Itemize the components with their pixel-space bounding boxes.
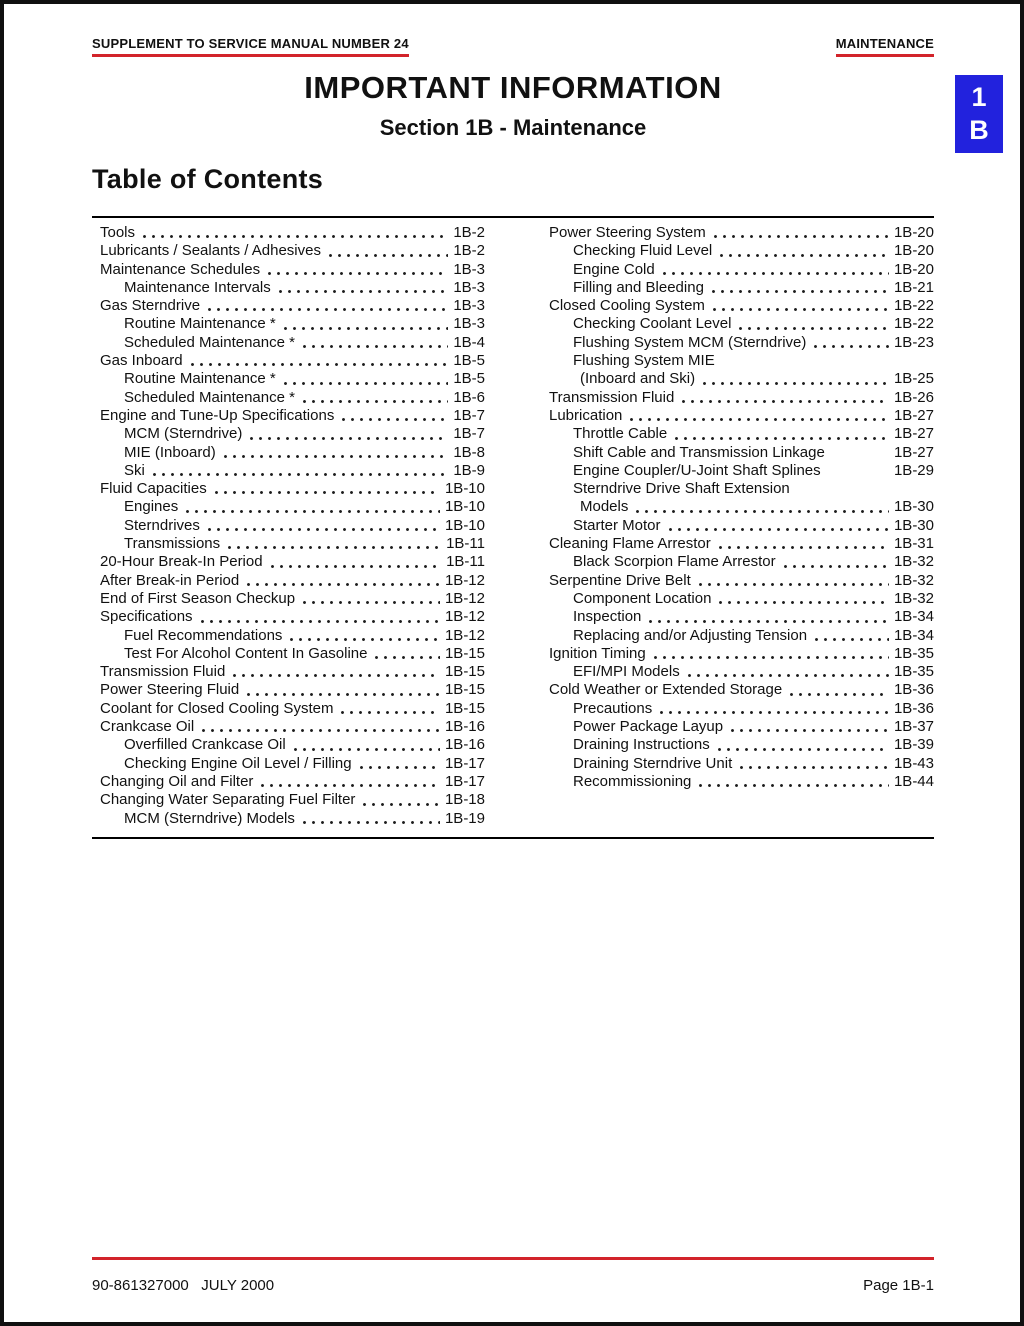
toc-leader-dots: [212, 480, 440, 498]
toc-entry-page: 1B-39: [893, 736, 934, 754]
toc-entry-title: Lubrication: [549, 406, 623, 424]
toc-entry-title: EFI/MPI Models: [573, 663, 680, 681]
toc-leader-dots: [696, 572, 889, 590]
toc-entry-title: Crankcase Oil: [100, 718, 195, 736]
toc-leader-dots: [657, 700, 889, 718]
toc-entry-title: Checking Coolant Level: [573, 315, 732, 333]
toc-leader-dots: [300, 590, 440, 608]
toc-leader-dots: [205, 517, 440, 535]
toc-entry: [100, 297, 485, 315]
toc-entry: [100, 352, 485, 370]
toc-entry-page: 1B-23: [893, 333, 934, 351]
toc-leader-dots: [265, 261, 448, 279]
toc-leader-dots: [326, 242, 448, 260]
toc-leader-dots: [258, 773, 440, 791]
toc-entry-page: 1B-5: [453, 370, 485, 388]
toc-entry: [549, 425, 934, 443]
toc-entry-page: 1B-26: [893, 388, 934, 406]
toc-heading: Table of Contents: [92, 164, 324, 194]
toc-entry-page: 1B-32: [893, 589, 934, 607]
toc-entry-page: 1B-12: [444, 571, 485, 589]
page-footer: [92, 1257, 934, 1294]
toc-entry-page: 1B-29: [893, 461, 934, 479]
toc-entry-title: Routine Maintenance *: [124, 315, 276, 333]
toc-entry: [100, 261, 485, 279]
toc-entry: [100, 517, 485, 535]
toc-leader-dots: [188, 352, 449, 370]
toc-entry-title: Fuel Recommendations: [124, 626, 283, 644]
toc-leader-dots: [633, 498, 889, 516]
toc-leader-dots: [728, 718, 889, 736]
toc-entry-title: Sterndrives: [124, 516, 200, 534]
toc-entry-page: 1B-27: [893, 443, 934, 461]
toc-entry: [549, 590, 934, 608]
toc-entry: [549, 535, 934, 553]
page-title: IMPORTANT INFORMATION: [304, 70, 722, 105]
toc-leader-dots: [360, 791, 440, 809]
toc-entry: [100, 572, 485, 590]
toc-entry-page: 1B-4: [453, 333, 485, 351]
toc-entry-page: 1B-11: [446, 535, 485, 553]
toc-entry-page: 1B-15: [444, 681, 485, 699]
toc-entry-page: 1B-9: [453, 461, 485, 479]
toc-entry-title: Engine and Tune-Up Specifications: [100, 406, 335, 424]
toc-entry-title: Ignition Timing: [549, 644, 646, 662]
toc-entry-title: Fluid Capacities: [100, 480, 207, 498]
toc-entry: [100, 444, 485, 462]
toc-entry-page: 1B-20: [893, 224, 934, 241]
toc-entry-page: 1B-15: [444, 663, 485, 681]
toc-entry-page: 1B-25: [893, 370, 934, 388]
toc-leader-dots: [221, 444, 449, 462]
toc-entry: [100, 224, 485, 242]
section-tab-number: 1: [971, 82, 987, 112]
toc-entry-page: 1B-35: [893, 644, 934, 662]
toc-entry-title: Black Scorpion Flame Arrestor: [573, 553, 776, 571]
toc-entry-page: 1B-30: [893, 516, 934, 534]
toc-entry-title: (Inboard and Ski): [580, 370, 696, 388]
toc-leader-dots: [696, 773, 889, 791]
toc-entry: [100, 425, 485, 443]
toc-entry-page: 1B-19: [444, 809, 485, 827]
toc-entry: [549, 462, 934, 480]
section-tab-letter: B: [969, 115, 989, 145]
toc-entry-page: 1B-32: [893, 553, 934, 571]
toc-entry-title: Shift Cable and Transmission Linkage: [573, 443, 825, 461]
toc-entry-title: Serpentine Drive Belt: [549, 571, 691, 589]
toc-leader-dots: [300, 810, 440, 828]
toc-entry-page: 1B-3: [453, 315, 485, 333]
toc-entry: [100, 242, 485, 260]
toc-entry-title: Scheduled Maintenance *: [124, 388, 295, 406]
toc-entry-page: 1B-17: [444, 772, 485, 790]
toc-entry: [549, 370, 934, 388]
toc-leader-dots: [291, 736, 440, 754]
toc-entry-page: 1B-8: [453, 443, 485, 461]
toc-entry-title: Gas Inboard: [100, 352, 183, 370]
toc-leader-dots: [230, 663, 440, 681]
toc-entry-title: Power Steering System: [549, 224, 706, 241]
toc-entry-title: Power Package Layup: [573, 718, 724, 736]
toc-entry-title: Routine Maintenance *: [124, 370, 276, 388]
toc-entry: [100, 553, 485, 571]
toc-entry-page: 1B-2: [453, 242, 485, 260]
toc-entry-page: 1B-18: [444, 791, 485, 809]
toc-leader-dots: [685, 663, 889, 681]
toc-entry-title: Transmissions: [124, 535, 221, 553]
toc-entry-page: 1B-10: [444, 498, 485, 516]
toc-entry: [549, 242, 934, 260]
toc-entry-page: 1B-36: [893, 699, 934, 717]
toc-entry: [549, 444, 934, 462]
toc-entry-title: Checking Engine Oil Level / Filling: [124, 754, 352, 772]
toc-entry-page: 1B-16: [444, 736, 485, 754]
toc-entry: [549, 736, 934, 754]
toc-entry: [549, 608, 934, 626]
toc-leader-dots: [710, 297, 889, 315]
toc-entry: [100, 645, 485, 663]
toc-entry-page: 1B-7: [453, 406, 485, 424]
toc-entry-title: Maintenance Intervals: [124, 278, 271, 296]
toc-leader-dots: [812, 627, 889, 645]
toc-leader-dots: [199, 718, 440, 736]
toc-entry: [100, 407, 485, 425]
toc-entry: [100, 627, 485, 645]
running-head-left: SUPPLEMENT TO SERVICE MANUAL NUMBER 24: [92, 36, 409, 57]
toc-entry: [549, 261, 934, 279]
footer-doc-number: 90-861327000 JULY 2000: [92, 1277, 275, 1294]
toc-leader-dots: [700, 370, 889, 388]
toc-entry: [100, 755, 485, 773]
toc-entry: [100, 791, 485, 809]
toc-leader-dots: [357, 755, 440, 773]
toc-leader-dots: [736, 315, 889, 333]
toc-leader-dots: [716, 590, 889, 608]
toc-leader-dots: [225, 535, 441, 553]
toc-entry: [549, 297, 934, 315]
toc-entry: [549, 572, 934, 590]
toc-entry-page: 1B-20: [893, 260, 934, 278]
toc-entry-title: Power Steering Fluid: [100, 681, 240, 699]
toc-entry-title: Recommissioning: [573, 772, 692, 790]
toc-leader-dots: [183, 498, 440, 516]
toc-entry-page: 1B-3: [453, 297, 485, 315]
toc-entry: [549, 755, 934, 773]
toc-leader-dots: [811, 334, 889, 352]
toc-entry-title: Tools: [100, 224, 136, 241]
toc-entry-page: 1B-15: [444, 644, 485, 662]
toc-entry: [549, 553, 934, 571]
toc-leader-dots: [140, 224, 448, 242]
toc-entry-title: Draining Sterndrive Unit: [573, 754, 733, 772]
toc-entry-title: Maintenance Schedules: [100, 260, 261, 278]
toc-leader-dots: [627, 407, 889, 425]
toc-entry-page: 1B-36: [893, 681, 934, 699]
title-block: [92, 70, 934, 141]
toc-entry-title: Sterndrive Drive Shaft Extension: [573, 480, 790, 498]
toc-entry: [100, 480, 485, 498]
toc-entry: [100, 498, 485, 516]
toc-entry: [549, 773, 934, 791]
toc-entry: [100, 736, 485, 754]
toc-leader-dots: [711, 224, 889, 242]
toc-entry: [549, 334, 934, 352]
toc-entry-title: Checking Fluid Level: [573, 242, 713, 260]
toc-entry-title: MIE (Inboard): [124, 443, 216, 461]
table-of-contents: [92, 216, 934, 839]
toc-entry-page: 1B-21: [893, 278, 934, 296]
toc-entry-title: End of First Season Checkup: [100, 589, 296, 607]
toc-entry: [549, 718, 934, 736]
toc-entry: [100, 663, 485, 681]
toc-leader-dots: [300, 334, 448, 352]
toc-entry-page: 1B-16: [444, 718, 485, 736]
toc-entry: [549, 627, 934, 645]
toc-entry-title: Lubricants / Sealants / Adhesives: [100, 242, 321, 260]
toc-column-1: [92, 224, 485, 828]
toc-entry-title: MCM (Sterndrive) Models: [124, 809, 295, 827]
toc-entry-page: 1B-5: [453, 352, 485, 370]
toc-entry-title: Coolant for Closed Cooling System: [100, 699, 334, 717]
toc-entry-title: Filling and Bleeding: [573, 278, 704, 296]
toc-entry-page: 1B-7: [453, 425, 485, 443]
toc-entry-page: 1B-37: [893, 718, 934, 736]
toc-entry-title: Flushing System MIE: [573, 352, 715, 370]
toc-entry-page: 1B-27: [893, 406, 934, 424]
toc-entry: [549, 480, 934, 498]
toc-entry-title: Closed Cooling System: [549, 297, 705, 315]
toc-entry-title: Engine Cold: [573, 260, 655, 278]
toc-entry: [100, 315, 485, 333]
toc-entry-page: 1B-17: [444, 754, 485, 772]
toc-leader-dots: [276, 279, 449, 297]
toc-entry: [100, 681, 485, 699]
toc-entry-page: 1B-15: [444, 699, 485, 717]
toc-leader-dots: [660, 261, 889, 279]
toc-entry: [549, 389, 934, 407]
toc-leader-dots: [300, 389, 448, 407]
toc-leader-dots: [679, 389, 889, 407]
toc-entry-page: 1B-10: [444, 480, 485, 498]
running-head: [92, 36, 934, 57]
toc-leader-dots: [244, 572, 440, 590]
toc-leader-dots: [244, 681, 440, 699]
toc-leader-dots: [372, 645, 440, 663]
toc-entry-page: 1B-10: [444, 516, 485, 534]
toc-entry-title: Cleaning Flame Arrestor: [549, 535, 711, 553]
toc-entry-page: 1B-12: [444, 608, 485, 626]
toc-entry-title: Scheduled Maintenance *: [124, 333, 295, 351]
toc-entry-title: Inspection: [573, 608, 642, 626]
toc-entry-title: Engines: [124, 498, 179, 516]
toc-entry-title: Throttle Cable: [573, 425, 668, 443]
toc-entry: [549, 663, 934, 681]
toc-entry-page: 1B-43: [893, 754, 934, 772]
toc-entry-title: 20-Hour Break-In Period: [100, 553, 263, 571]
toc-leader-dots: [339, 407, 448, 425]
toc-leader-dots: [281, 370, 449, 388]
toc-entry-page: 1B-31: [893, 535, 934, 553]
toc-entry: [549, 315, 934, 333]
toc-leader-dots: [716, 535, 889, 553]
toc-leader-dots: [787, 681, 889, 699]
toc-leader-dots: [715, 736, 889, 754]
toc-entry-title: Cold Weather or Extended Storage: [549, 681, 783, 699]
toc-leader-dots: [287, 627, 440, 645]
toc-entry-page: 1B-20: [893, 242, 934, 260]
footer-page-number: Page 1B-1: [863, 1277, 934, 1294]
toc-leader-dots: [666, 517, 889, 535]
toc-entry-page: 1B-22: [893, 297, 934, 315]
toc-entry-title: Engine Coupler/U-Joint Shaft Splines: [573, 461, 821, 479]
toc-leader-dots: [709, 279, 889, 297]
toc-entry: [100, 279, 485, 297]
toc-leader-dots: [198, 608, 440, 626]
toc-entry-title: After Break-in Period: [100, 571, 240, 589]
toc-entry: [100, 590, 485, 608]
toc-leader-dots: [338, 700, 440, 718]
toc-entry-title: Gas Sterndrive: [100, 297, 201, 315]
toc-entry: [100, 608, 485, 626]
toc-leader-dots: [781, 553, 889, 571]
toc-entry-page: 1B-30: [893, 498, 934, 516]
toc-entry-page: 1B-34: [893, 626, 934, 644]
toc-leader-dots: [247, 425, 448, 443]
toc-entry-title: Starter Motor: [573, 516, 661, 534]
toc-entry-title: Models: [580, 498, 629, 516]
toc-entry: [100, 389, 485, 407]
toc-entry-page: 1B-2: [453, 224, 485, 241]
toc-entry: [100, 773, 485, 791]
toc-column-2: [541, 224, 934, 828]
toc-entry-title: Component Location: [573, 589, 712, 607]
toc-leader-dots: [672, 425, 889, 443]
toc-leader-dots: [651, 645, 889, 663]
toc-entry-title: Flushing System MCM (Sterndrive): [573, 333, 807, 351]
toc-entry-title: Changing Water Separating Fuel Filter: [100, 791, 356, 809]
toc-leader-dots: [268, 553, 442, 571]
toc-entry: [100, 334, 485, 352]
toc-entry-page: 1B-44: [893, 772, 934, 790]
toc-entry: [549, 681, 934, 699]
toc-entry: [100, 810, 485, 828]
toc-entry-title: Replacing and/or Adjusting Tension: [573, 626, 808, 644]
toc-entry: [100, 718, 485, 736]
running-head-right: MAINTENANCE: [836, 36, 934, 57]
toc-entry-page: 1B-35: [893, 663, 934, 681]
toc-entry: [100, 370, 485, 388]
toc-entry-page: 1B-22: [893, 315, 934, 333]
toc-leader-dots: [737, 755, 889, 773]
toc-leader-dots: [281, 315, 449, 333]
toc-entry-page: 1B-32: [893, 571, 934, 589]
toc-entry-page: 1B-34: [893, 608, 934, 626]
toc-entry-page: 1B-11: [446, 553, 485, 571]
toc-entry-title: MCM (Sterndrive): [124, 425, 243, 443]
toc-leader-dots: [717, 242, 889, 260]
toc-entry-page: 1B-3: [453, 260, 485, 278]
toc-entry: [100, 535, 485, 553]
toc-leader-dots: [150, 462, 448, 480]
toc-entry-title: Overfilled Crankcase Oil: [124, 736, 286, 754]
toc-entry: [549, 352, 934, 370]
toc-entry-title: Ski: [124, 461, 145, 479]
toc-entry-page: 1B-27: [893, 425, 934, 443]
section-tab: [955, 75, 1003, 153]
toc-entry: [100, 700, 485, 718]
page-content: [4, 4, 1020, 839]
toc-leader-dots: [205, 297, 448, 315]
toc-entry-title: Test For Alcohol Content In Gasoline: [124, 644, 368, 662]
toc-entry-title: Changing Oil and Filter: [100, 772, 254, 790]
toc-entry-title: Transmission Fluid: [100, 663, 226, 681]
toc-entry: [549, 279, 934, 297]
toc-entry-page: 1B-6: [453, 388, 485, 406]
toc-entry-page: 1B-3: [453, 278, 485, 296]
toc-entry: [549, 517, 934, 535]
toc-entry: [549, 407, 934, 425]
toc-entry: [549, 498, 934, 516]
toc-leader-dots: [646, 608, 889, 626]
toc-entry: [100, 462, 485, 480]
toc-entry: [549, 700, 934, 718]
toc-entry-title: Transmission Fluid: [549, 388, 675, 406]
toc-entry-page: 1B-12: [444, 589, 485, 607]
toc-entry: [549, 224, 934, 242]
toc-entry-title: Precautions: [573, 699, 653, 717]
toc-entry-page: 1B-12: [444, 626, 485, 644]
toc-entry-title: Specifications: [100, 608, 193, 626]
toc-entry-title: Draining Instructions: [573, 736, 710, 754]
section-subtitle: Section 1B - Maintenance: [379, 115, 647, 140]
toc-entry: [549, 645, 934, 663]
